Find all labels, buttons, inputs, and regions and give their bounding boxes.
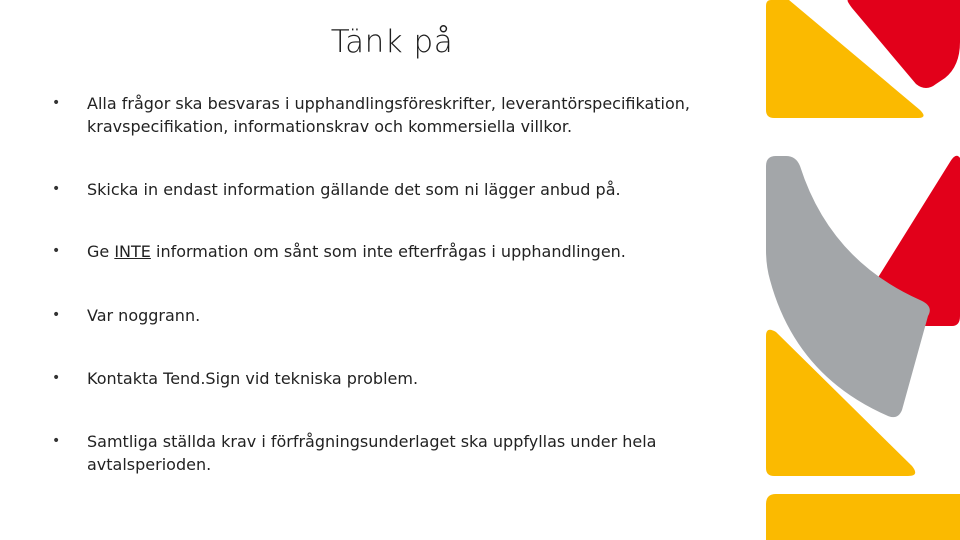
bullet-text-before: Ge [87, 242, 115, 261]
bullet-text [87, 240, 710, 263]
bullet-marker: • [52, 307, 61, 323]
bullet-marker: • [52, 370, 61, 386]
decorative-graphic [750, 0, 960, 540]
bullet-item [50, 430, 710, 476]
bullet-marker: • [52, 181, 61, 197]
bullet-text: Skicka in endast information gällande det som ni lägger anbud på. [87, 180, 621, 199]
bullet-marker: • [52, 95, 61, 111]
slide-title: Tänk på [330, 24, 454, 60]
bullet-text: Kontakta Tend.Sign vid tekniska problem. [87, 369, 419, 388]
bullet-item [50, 304, 710, 327]
bullet-text: Var noggrann. [87, 306, 201, 325]
bullet-marker: • [52, 243, 61, 259]
bullet-item [50, 178, 710, 201]
bullet-item [50, 92, 710, 138]
bullet-text: Alla frågor ska besvaras i upphandlingsföreskrifter, leverantörspecifikation, kravspecifikation, informationskrav och kommersiella villkor. [87, 94, 691, 136]
bullet-marker: • [52, 433, 61, 449]
bullet-text-after: information om sånt som inte efterfrågas i upphandlingen. [150, 242, 626, 261]
bullet-item [50, 367, 710, 390]
bullet-text: Samtliga ställda krav i förfrågningsunderlaget ska uppfyllas under hela avtalsperioden. [87, 432, 657, 474]
yellow-bar-bottom [766, 494, 960, 540]
bullet-item [50, 240, 710, 263]
emphasis-text: INTE [114, 242, 151, 261]
